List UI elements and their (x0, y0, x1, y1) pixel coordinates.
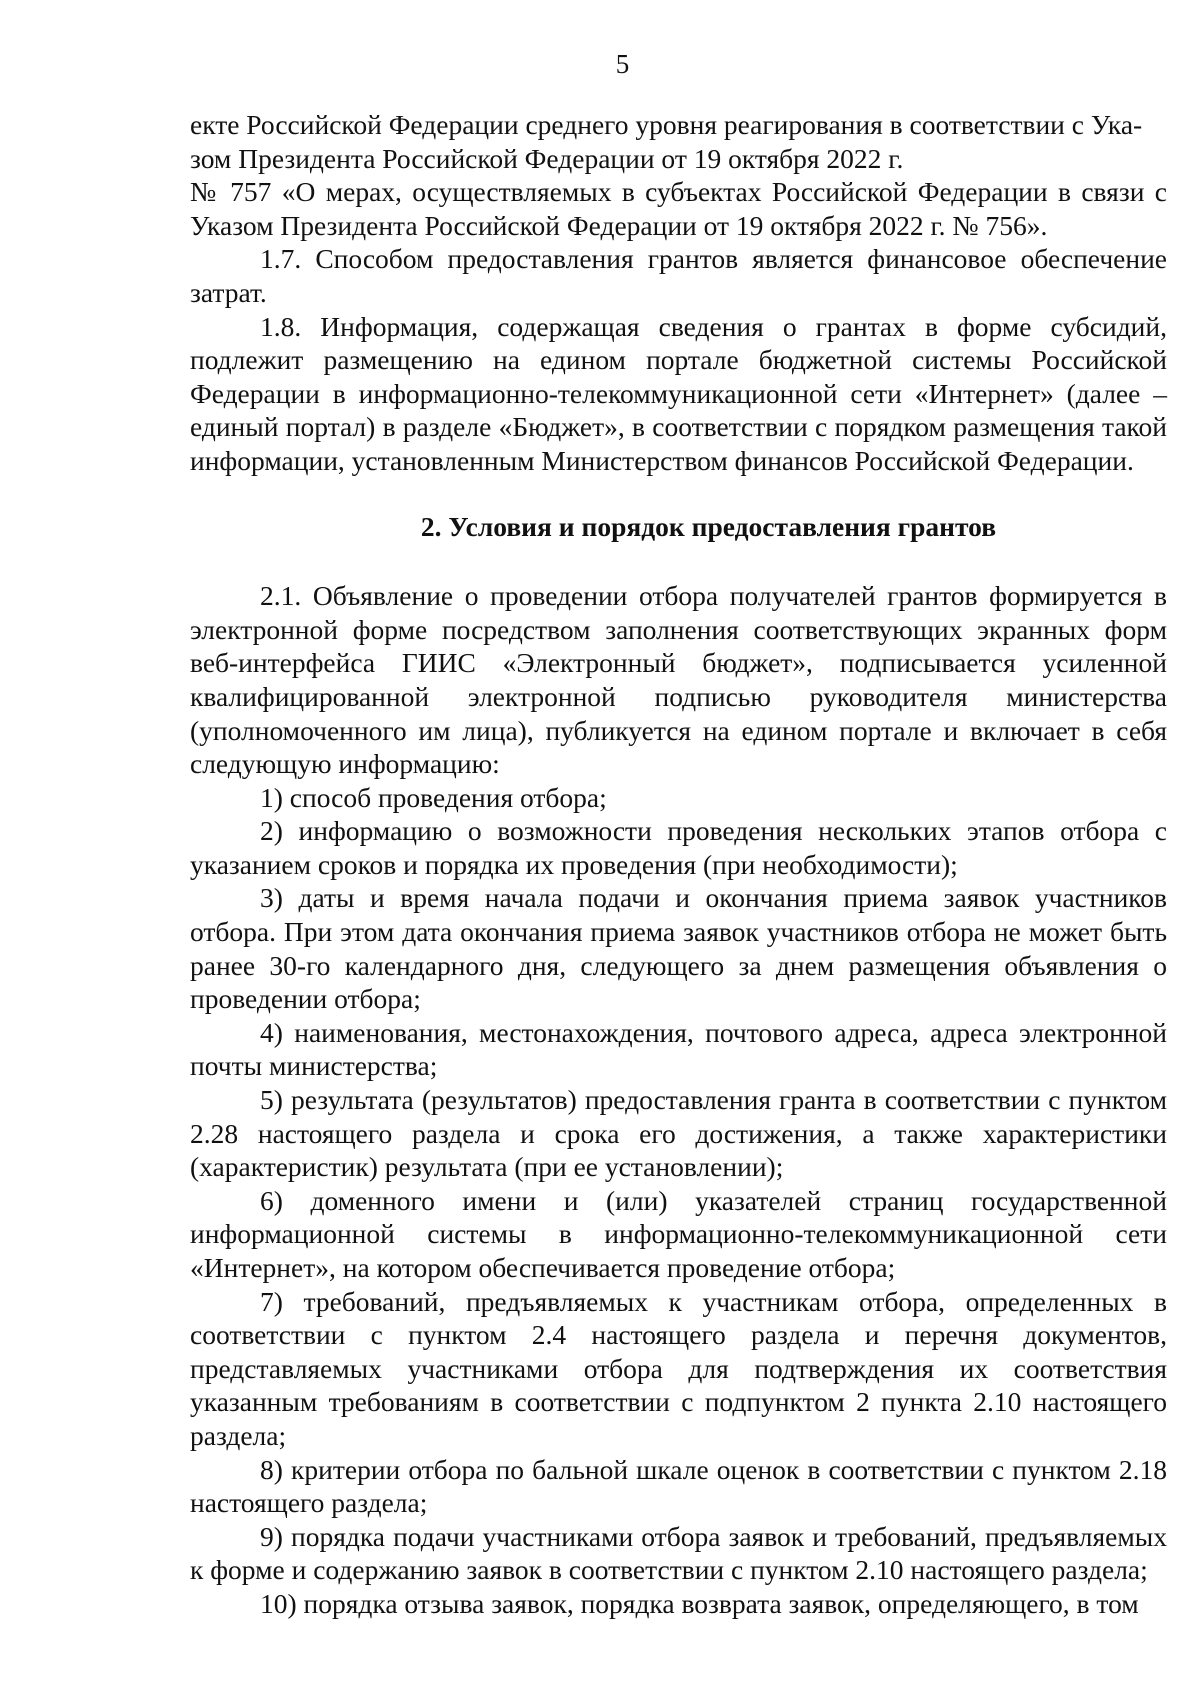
list-item-6: 6) доменного имени и (или) указателей страниц государственной информационной системы в информационно-телекоммуникационной сети «Интернет», на котором обеспечивается проведение отбора; (190, 1184, 1167, 1283)
paragraph-decree-reference: № 757 «О мерах, осуществляемых в субъектах Российской Федерации в связи с Указом Президента Российской Федерации от 19 октября 2022 г. № 756». (190, 176, 1167, 241)
paragraph-1-8: 1.8. Информация, содержащая сведения о грантах в форме субсидий, подлежит размещению на едином портале бюджетной системы Российской Федерации в информационно-телекоммуникационной сети «Интернет» (далее – единый портал) в разделе «Бюджет», в соответствии с порядком размещения такой информации, установленным Министерством финансов Российской Федерации. (190, 310, 1167, 476)
list-item-1: 1) способ проведения отбора; (260, 781, 607, 813)
list-item-5: 5) результата (результатов) предоставления гранта в соответствии с пунктом 2.28 настоящего раздела и срока его достижения, а также характеристики (характеристик) результата (при ее установлении); (190, 1084, 1167, 1183)
document-body (190, 108, 1167, 1621)
list-item-3: 3) даты и время начала подачи и окончания приема заявок участников отбора. При этом дата окончания приема заявок участников отбора не может быть ранее 30-го календарного дня, следующего за днем размещения объявления о проведении отбора; (190, 882, 1167, 1015)
paragraph-continuation-line: зом Президента Российской Федерации от 19 октября 2022 г. (190, 142, 904, 174)
paragraph-2-1: 2.1. Объявление о проведении отбора получателей грантов формируется в электронной форме посредством заполнения соответствующих экранных форм веб-интерфейса ГИИС «Электронный бюджет», подписывается усиленной квалифицированной электронной подписью руководителя министерства (уполномоченного им лица), публикуется на едином портале и включает в себя следующую информацию: (190, 580, 1167, 780)
paragraph-continuation: екте Российской Федерации среднего уровня реагирования в соответствии с Ука- (190, 109, 1143, 140)
list-item-7: 7) требований, предъявляемых к участникам отбора, определенных в соответствии с пунктом 2.4 настоящего раздела и перечня документов, представляемых участниками отбора для подтверждения их соответствия указанным требованиям в соответствии с подпунктом 2 пункта 2.10 настоящего раздела; (190, 1285, 1167, 1451)
paragraph-1-7: 1.7. Способом предоставления грантов является финансовое обеспечение затрат. (190, 243, 1167, 308)
list-item-4: 4) наименования, местонахождения, почтового адреса, адреса электронной почты министерства; (190, 1016, 1167, 1082)
list-item-10: 10) порядка отзыва заявок, порядка возврата заявок, определяющего, в том (260, 1587, 1139, 1619)
list-item-9: 9) порядка подачи участниками отбора заявок и требований, предъявляемых к форме и содержанию заявок в соответствии с пунктом 2.10 настоящего раздела; (190, 1520, 1167, 1586)
list-item-2: 2) информацию о возможности проведения нескольких этапов отбора с указанием сроков и порядка их проведения (при необходимости); (190, 815, 1167, 880)
list-item-8: 8) критерии отбора по бальной шкале оценок в соответствии с пунктом 2.18 настоящего раздела; (190, 1453, 1167, 1519)
page-number: 5 (615, 49, 630, 79)
section-title: 2. Условия и порядок предоставления грантов (420, 510, 997, 542)
